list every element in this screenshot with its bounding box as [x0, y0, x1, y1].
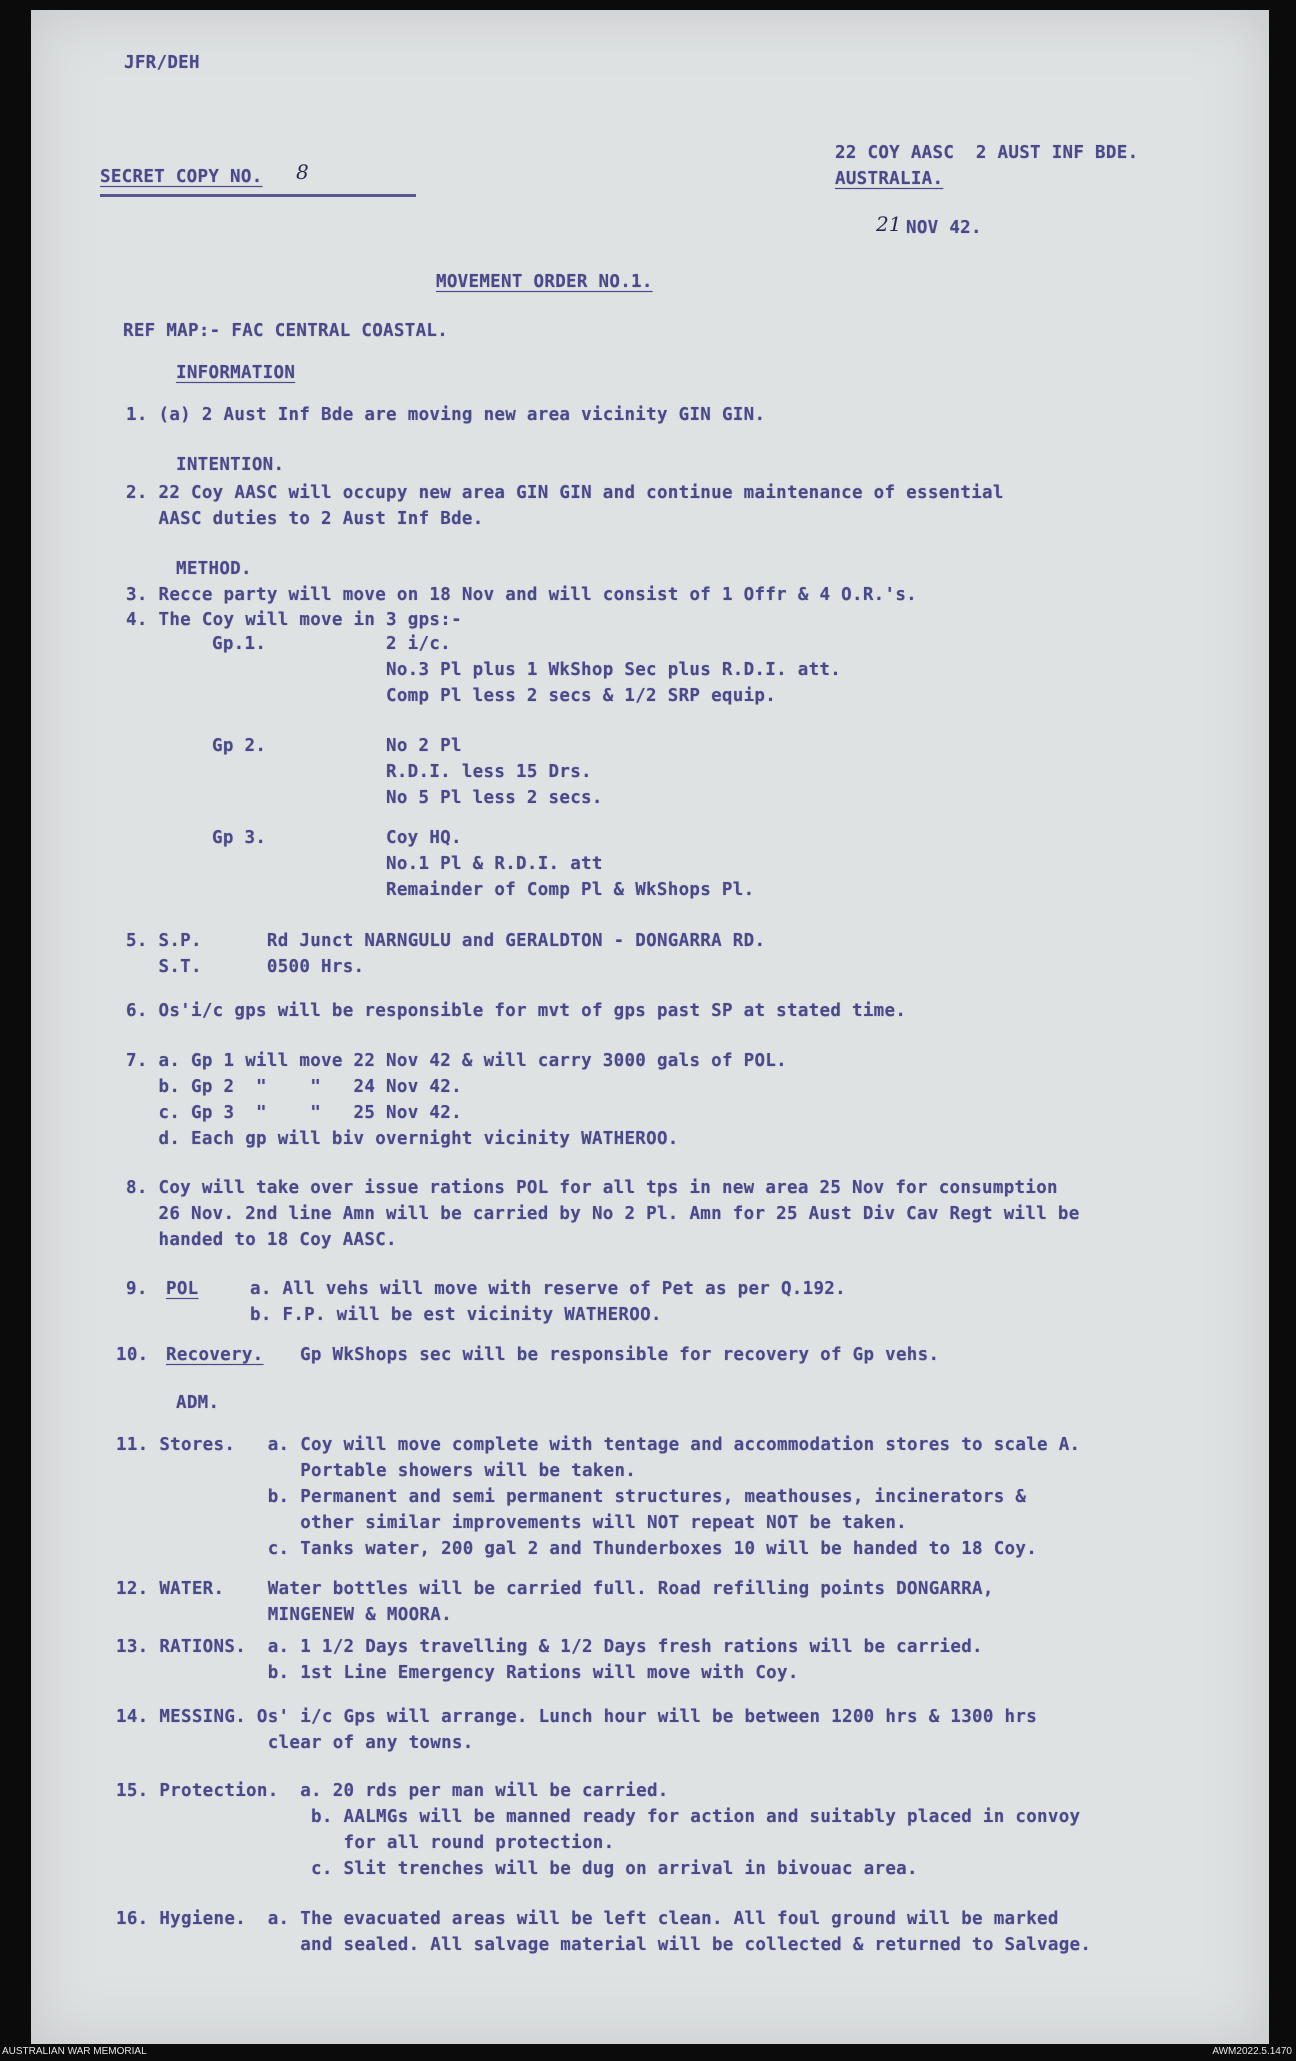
- reference-initials: JFR/DEH: [124, 53, 200, 73]
- paragraph-8-line: handed to 18 Coy AASC.: [126, 1230, 397, 1250]
- paragraph-9-label: POL: [166, 1279, 199, 1299]
- unit-designation: 22 COY AASC 2 AUST INF BDE.: [835, 143, 1139, 163]
- paragraph-15-line: 15. Protection. a. 20 rds per man will be carried.: [116, 1781, 669, 1801]
- section-method: METHOD.: [176, 559, 252, 579]
- page-title: MOVEMENT ORDER NO.1.: [436, 272, 653, 292]
- paragraph-5-line-1: 5. S.P. Rd Junct NARNGULU and GERALDTON - DONGARRA RD.: [126, 931, 766, 951]
- paragraph-2-line-1: 2. 22 Coy AASC will occupy new area GIN GIN and continue maintenance of essential: [126, 483, 1004, 503]
- paragraph-8-line: 8. Coy will take over issue rations POL for all tps in new area 25 Nov for consumption: [126, 1178, 1058, 1198]
- paragraph-12-line: 12. WATER. Water bottles will be carried full. Road refilling points DONGARRA,: [116, 1579, 994, 1599]
- secret-copy-label: SECRET COPY NO.: [100, 167, 263, 187]
- archive-footer-left: AUSTRALIAN WAR MEMORIAL: [2, 2046, 147, 2057]
- paragraph-12-line: MINGENEW & MOORA.: [116, 1605, 452, 1625]
- paragraph-15-line: c. Slit trenches will be dug on arrival in bivouac area.: [116, 1859, 918, 1879]
- paragraph-4: 4. The Coy will move in 3 gps:-: [126, 610, 462, 630]
- section-adm: ADM.: [176, 1393, 220, 1413]
- archive-footer-right: AWM2022.5.1470: [1212, 2046, 1292, 2057]
- group-2-line: No 5 Pl less 2 secs.: [386, 788, 603, 808]
- group-1-line: No.3 Pl plus 1 WkShop Sec plus R.D.I. att.: [386, 660, 842, 680]
- group-1-line: Comp Pl less 2 secs & 1/2 SRP equip.: [386, 686, 777, 706]
- paragraph-16-line: 16. Hygiene. a. The evacuated areas will be left clean. All foul ground will be marked: [116, 1909, 1059, 1929]
- date-day-handwritten: 21: [876, 212, 902, 236]
- paragraph-10-text: Gp WkShops sec will be responsible for recovery of Gp vehs.: [300, 1345, 940, 1365]
- paragraph-11-line: 11. Stores. a. Coy will move complete with tentage and accommodation stores to scale A.: [116, 1435, 1081, 1455]
- paragraph-3: 3. Recce party will move on 18 Nov and will consist of 1 Offr & 4 O.R.'s.: [126, 585, 918, 605]
- paragraph-7-line: c. Gp 3 " " 25 Nov 42.: [126, 1103, 462, 1123]
- paragraph-10-number: 10.: [116, 1345, 149, 1365]
- section-information: INFORMATION: [176, 363, 296, 383]
- paragraph-7-line: d. Each gp will biv overnight vicinity WATHEROO.: [126, 1129, 679, 1149]
- paragraph-15-line: b. AALMGs will be manned ready for action and suitably placed in convoy: [116, 1807, 1081, 1827]
- paragraph-15-line: for all round protection.: [116, 1833, 615, 1853]
- paragraph-11-line: other similar improvements will NOT repeat NOT be taken.: [116, 1513, 908, 1533]
- paragraph-11-line: c. Tanks water, 200 gal 2 and Thunderboxes 10 will be handed to 18 Coy.: [116, 1539, 1038, 1559]
- paragraph-7-line: 7. a. Gp 1 will move 22 Nov 42 & will carry 3000 gals of POL.: [126, 1051, 787, 1071]
- header-underline-rule: [100, 194, 416, 197]
- paragraph-6: 6. Os'i/c gps will be responsible for mvt of gps past SP at stated time.: [126, 1001, 907, 1021]
- paragraph-11-line: Portable showers will be taken.: [116, 1461, 637, 1481]
- paragraph-14-line: clear of any towns.: [116, 1733, 474, 1753]
- paragraph-9-line: a. All vehs will move with reserve of Pet as per Q.192.: [250, 1279, 846, 1299]
- paragraph-10-label: Recovery.: [166, 1345, 264, 1365]
- group-1-line: 2 i/c.: [386, 634, 452, 654]
- paragraph-5-line-2: S.T. 0500 Hrs.: [126, 957, 365, 977]
- paragraph-16-line: and sealed. All salvage material will be collected & returned to Salvage.: [116, 1935, 1092, 1955]
- group-2-line: R.D.I. less 15 Drs.: [386, 762, 592, 782]
- section-intention: INTENTION.: [176, 455, 285, 475]
- date-text: NOV 42.: [906, 218, 982, 238]
- paragraph-1: 1. (a) 2 Aust Inf Bde are moving new area vicinity GIN GIN.: [126, 405, 766, 425]
- paragraph-13-line: 13. RATIONS. a. 1 1/2 Days travelling & 1/2 Days fresh rations will be carried.: [116, 1637, 983, 1657]
- group-3-line: Remainder of Comp Pl & WkShops Pl.: [386, 880, 755, 900]
- group-2-label: Gp 2.: [212, 736, 267, 756]
- unit-location: AUSTRALIA.: [835, 169, 944, 189]
- paragraph-2-line-2: AASC duties to 2 Aust Inf Bde.: [126, 509, 484, 529]
- paragraph-13-line: b. 1st Line Emergency Rations will move with Coy.: [116, 1663, 799, 1683]
- paragraph-11-line: b. Permanent and semi permanent structures, meathouses, incinerators &: [116, 1487, 1027, 1507]
- paragraph-7-line: b. Gp 2 " " 24 Nov 42.: [126, 1077, 462, 1097]
- paragraph-9-number: 9.: [126, 1279, 148, 1299]
- group-3-line: No.1 Pl & R.D.I. att: [386, 854, 603, 874]
- group-2-line: No 2 Pl: [386, 736, 462, 756]
- group-1-label: Gp.1.: [212, 634, 267, 654]
- copy-number-handwritten: 8: [296, 160, 309, 184]
- group-3-label: Gp 3.: [212, 828, 267, 848]
- paragraph-14-line: 14. MESSING. Os' i/c Gps will arrange. Lunch hour will be between 1200 hrs & 1300 hrs: [116, 1707, 1038, 1727]
- reference-map: REF MAP:- FAC CENTRAL COASTAL.: [123, 321, 449, 341]
- group-3-line: Coy HQ.: [386, 828, 462, 848]
- paragraph-9-line: b. F.P. will be est vicinity WATHEROO.: [250, 1305, 662, 1325]
- paragraph-8-line: 26 Nov. 2nd line Amn will be carried by No 2 Pl. Amn for 25 Aust Div Cav Regt will be: [126, 1204, 1080, 1224]
